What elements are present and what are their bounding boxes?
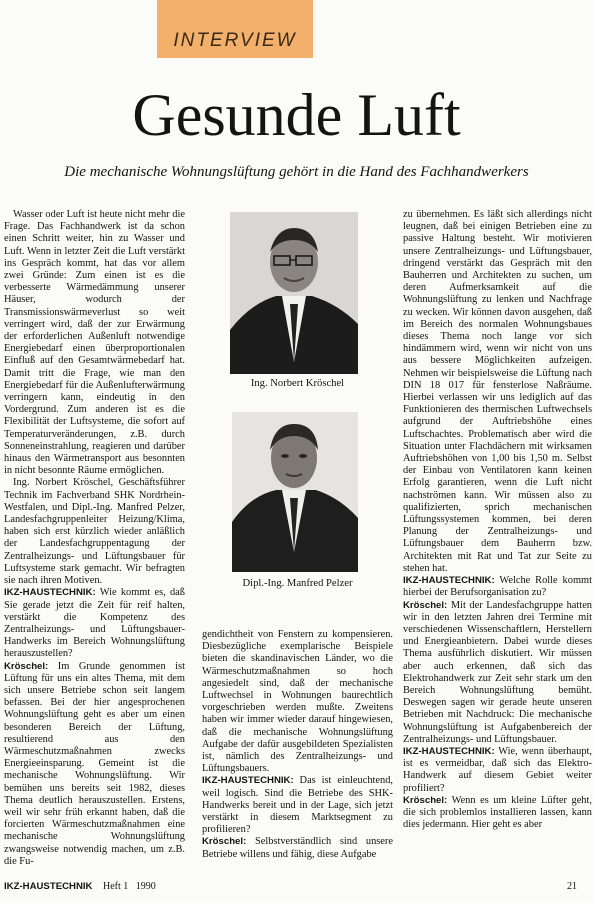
question-1 <box>4 587 185 660</box>
speaker-label: IKZ-HAUSTECHNIK: <box>4 587 96 599</box>
page-number: 21 <box>567 881 577 892</box>
magazine-name: IKZ-HAUSTECHNIK <box>4 881 93 892</box>
column-3 <box>403 209 592 831</box>
question-2 <box>202 775 393 836</box>
answer-3 <box>403 600 592 746</box>
answer-text: Selbstverständlich sind unsere Betriebe willens und fähig, diese Aufgabe <box>202 836 393 860</box>
question-text: Das ist einleuchtend, weil logisch. Sind die Betriebe des SHK-Handwerks bereit und in der Lage, sich jetzt verstärkt in diesem Marktsegment zu profilieren? <box>202 775 393 836</box>
question-4 <box>403 746 592 795</box>
column-1 <box>4 209 185 868</box>
question-3 <box>403 575 592 599</box>
answer-text: Im Grunde genommen ist Lüftung für uns ein altes Thema, mit dem sich unsere Betriebe schon seit langem befassen. Bei der hier angesprochenen Wohnungslüftung geht es aber um einen besonderen Bereich der Lüftung, resultierend aus den Wärmeschutzmaßnahmen zwecks Energieeinsparung. Gemeint ist die mechanische Wohnungslüftung. Wir bemühen uns bereits seit 1982, dieses Thema deutlich herauszustellen. Erstens, weil wir sehr früh erkannt haben, daß die forcierten Wärmeschutzmaßnahmen eine mechanische Wohnungslüftung zwangsweise notwendig machen, um z.B. die Fu- <box>4 660 185 867</box>
answer-continuation: zu übernehmen. Es läßt sich allerdings nicht leugnen, daß bei einigen Betrieben eine zu passive Haltung besteht. Wir motivieren unsere Zentralheizungs- und Lüftungsbauer, dringend verstärkt das Gespräch mit den Bauherren und Architekten zu suchen, um deren Aufmerksamkeit auf die Wohnungslüftung zu lenken und Nachfrage zu wecken. Wir können davon ausgehen, daß im Bereich des normalen Wohnungsbaues dieses Thema noch lange vor sich hindämmern wird, wenn wir nicht von uns aus bessere Möglichkeiten aufzeigen. Nehmen wir beispielsweise die Lüftung nach DIN 18 017 für fensterlose Naßräume. Hierbei verlassen wir uns lediglich auf das Funktionieren des thermischen Luftwechsels aufgrund der Auftriebshöhe eines Luftschachtes. Problematisch aber wird die Situation unter Flachdächern mit wirksamen Auftriebshöhen von 1,00 bis 1,50 m. Selbst der Einbau von Ventilatoren kann keinen Erfolg garantieren, wenn die Luft nicht nachströmen kann. Wir müssen also zu qualifizierten, sprich mechanischen Lüftungssystemen kommen, bei deren Planung der Zentralheizungs- und Lüftungsbauer dem Bauherrn bzw. Architekten mit Rat und Tat zur Seite zu stehen hat. <box>403 209 592 574</box>
section-tag <box>157 0 313 58</box>
speaker-label: IKZ-HAUSTECHNIK: <box>202 775 294 787</box>
portrait-image <box>232 412 358 572</box>
article-subtitle: Die mechanische Wohnungslüftung gehört in die Hand des Fachhandwerkers <box>64 164 529 180</box>
article-title: Gesunde Luft <box>132 82 461 148</box>
section-tag-label: INTERVIEW <box>173 30 297 51</box>
intro-paragraph-2: Ing. Norbert Kröschel, Geschäftsführer Technik im Fachverband SHK Nordrhein-Westfalen, und Dipl.-Ing. Manfred Pelzer, Landesfachgruppenleiter Heizung/Klima, haben sich erst kürzlich wieder anläßlich der Landesfachgruppentagung der Zentralheizungs- und Lüftungsbauer für Luftsysteme stark gemacht. Wir befragten sie nach ihren Motiven. <box>4 477 185 587</box>
portrait-image <box>230 212 358 374</box>
portrait-photo-kroeschel <box>230 212 358 374</box>
portrait-photo-pelzer <box>232 412 358 572</box>
intro-paragraph-1: Wasser oder Luft ist heute nicht mehr die Frage. Das Fachhandwerk ist da schon einen Schritt weiter, hin zu Wasser und Luft. Wenn in letzter Zeit die Luft verstärkt ins Gespräch kommt, hat das vor allem zwei Gründe: Zum einen ist es die verbesserte Wärmedämmung unserer Häuser, wodurch der Transmissionswärmeverlust so weit verringert wird, daß der zur Erwärmung der erforderlichen Außenluft notwendige Energiebedarf einen überproportionalen Einfluß auf den Gesamtwärmebedarf hat. Damit tritt die Frage, wie man den Energiebedarf für die Außenlufterwärmung verringern kann, eindeutig in den Vordergrund. Zum anderen ist es die Flexibilität der Luftsysteme, die sofort auf Temperaturveränderungen, z.B. durch Sonneneinstrahlung, reagieren und darüber hinaus den Wärmetransport aus besonnten in nicht besonnte Räume ermöglichen. <box>4 209 185 477</box>
speaker-label: Kröschel: <box>403 794 448 806</box>
question-text: Wie kommt es, daß Sie gerade jetzt die Zeit für reif halten, verstärkt die Kompetenz des Zentralheizungs- und Lüftungsbauer-Handwerks im Bereich Wohnungslüftung herauszustellen? <box>4 587 185 660</box>
speaker-label: IKZ-HAUSTECHNIK: <box>403 745 495 757</box>
photo-caption-pelzer: Dipl.-Ing. Manfred Pelzer <box>242 578 353 589</box>
answer-text: Mit der Landesfachgruppe hatten wir in den letzten Jahren drei Termine mit verschiedenen Wissenschaftlern, Herstellern und Energieanbietern. Dabei wurde dieses Thema ausführlich diskutiert. Wir müssen aber auch erkennen, daß sich das Elektrohandwerk zur Zeit sehr stark um den Bereich Wohnungslüftung bemüht. Deswegen sagen wir gerade heute unseren Betrieben mit Nachdruck: Die mechanische Wohnungslüftung ist Aufgabenbereich der Zentralheizungs- und Lüftungsbauer. <box>403 599 592 745</box>
answer-4 <box>403 795 592 832</box>
question-text: Wie, wenn überhaupt, ist es vermeidbar, daß sich das Elektro-Handwerk auf diesem Gebiet weiter profiliert? <box>403 745 592 794</box>
speaker-label: IKZ-HAUSTECHNIK: <box>403 575 495 587</box>
issue-label: Heft 1 1990 <box>102 881 156 892</box>
photo-caption-kroeschel: Ing. Norbert Kröschel <box>250 378 345 389</box>
page-footer <box>4 881 156 892</box>
answer-continuation: gendichtheit von Fenstern zu kompensieren. Diesbezügliche exemplarische Beispiele bieten die skandinavischen Länder, wo die Wärmeschutzmaßnahmen so hoch angesiedelt sind, daß der mechanische Luftwechsel in Wohnungen baurechtlich vorgeschrieben werden mußte. Zweitens haben wir immer wieder darauf hingewiesen, daß die mechanische Wohnungslüftung Aufgabe der dafür ausgebildeten Spezialisten ist, nämlich des Zentralheizungs- und Lüftungsbauers. <box>202 629 393 775</box>
question-text: Welche Rolle kommt hierbei der Berufsorganisation zu? <box>403 575 592 599</box>
answer-1 <box>4 661 185 868</box>
speaker-label: Kröschel: <box>4 660 49 672</box>
answer-2 <box>202 836 393 860</box>
column-2 <box>202 629 393 861</box>
answer-text: Wenn es um kleine Lüfter geht, die sich problemlos installieren lassen, kann dies jedermann. Hier geht es aber <box>403 794 592 831</box>
speaker-label: Kröschel: <box>202 836 247 848</box>
speaker-label: Kröschel: <box>403 599 448 611</box>
